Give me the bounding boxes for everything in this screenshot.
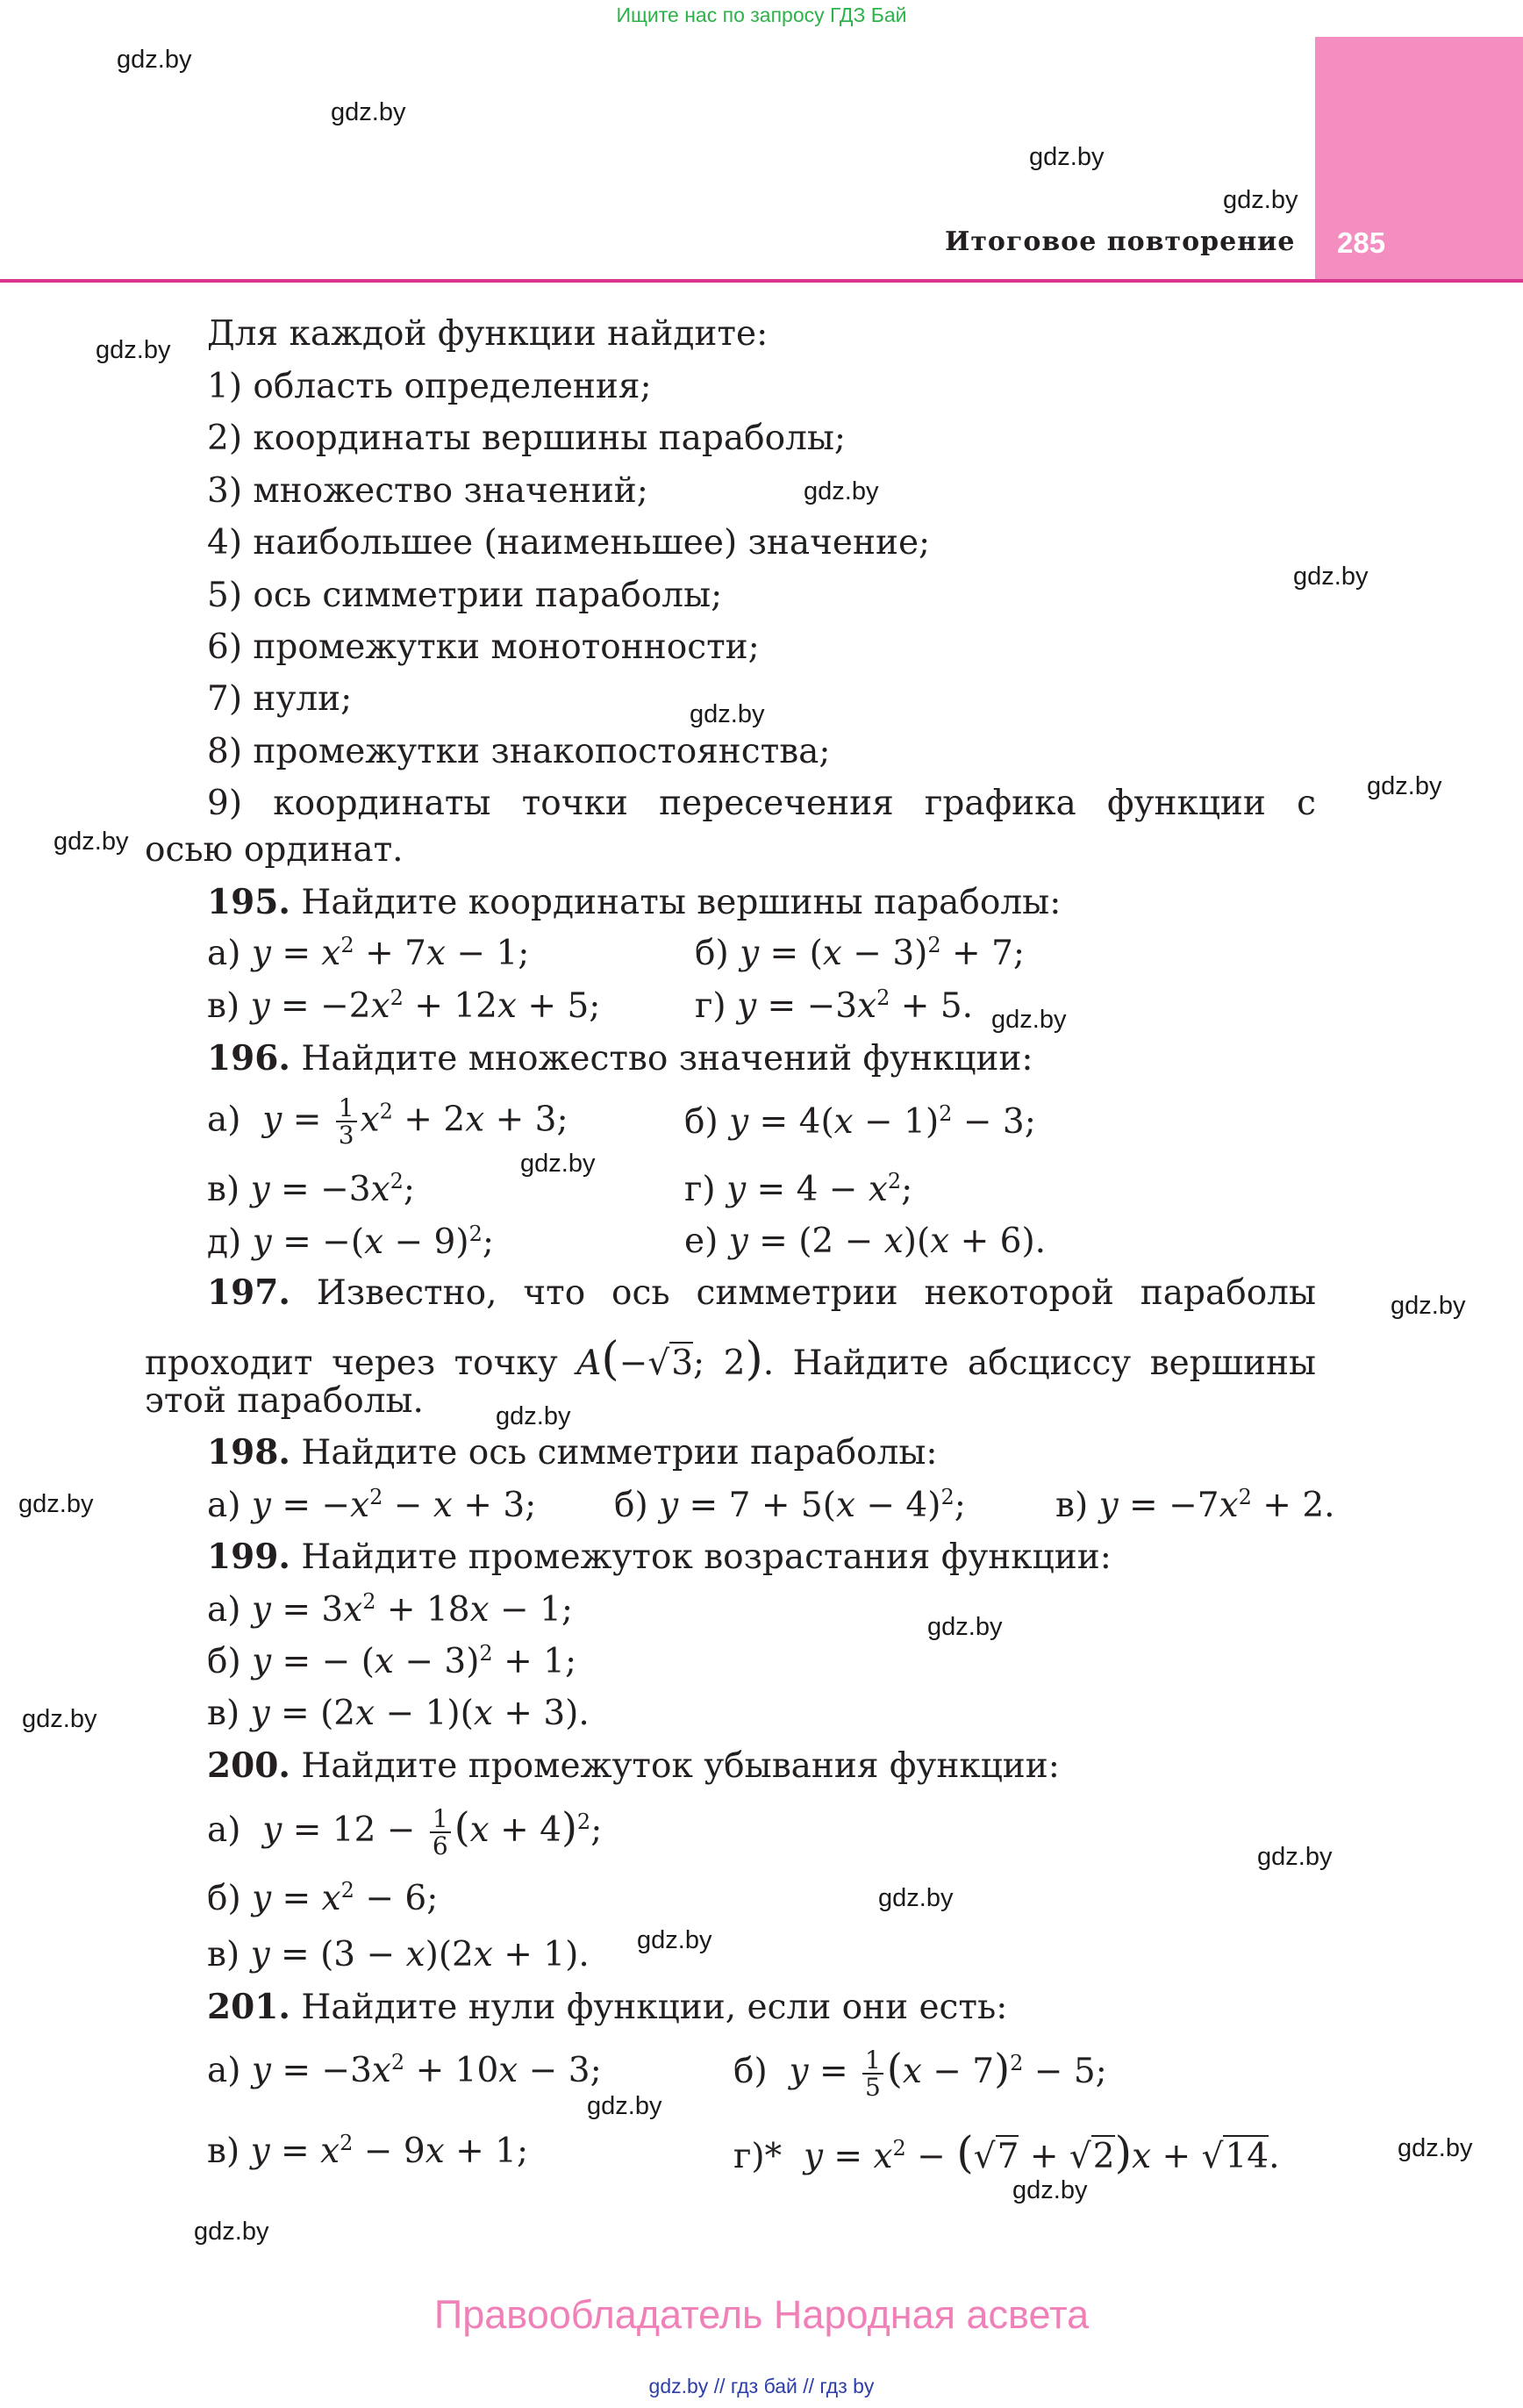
watermark: gdz.by [1367, 772, 1442, 800]
item-label: б) [614, 1486, 648, 1525]
problem-number: 199. [207, 1537, 290, 1577]
item-label: в) [207, 1694, 240, 1733]
problem-201-heading [207, 1987, 1007, 2027]
item-label: д) [207, 1222, 242, 1262]
section-title: Итоговое повторение [945, 226, 1296, 257]
item-label: б) [684, 1102, 719, 1142]
formula-201g: г)* $y = x^2 - (√7 + √2)x + √14$. [733, 2127, 1280, 2178]
formula-196e: е) y = (2 − x)(x + 6). [684, 1222, 1047, 1261]
problem-198-heading [207, 1432, 938, 1473]
formula-199a: а) $y = 3x^2 + 18x - 1$; [207, 1589, 574, 1630]
intro-item: 8) промежутки знакопостоянства; [207, 732, 831, 771]
watermark: gdz.by [1293, 563, 1369, 591]
watermark: gdz.by [54, 828, 129, 856]
problem-text: Найдите промежуток убывания функции: [301, 1746, 1060, 1786]
problem-197-line1 [207, 1272, 1316, 1313]
problem-text: Найдите абсциссу вершины [792, 1344, 1316, 1383]
formula-196v: в) $y = -3x^2$; [207, 1169, 416, 1209]
item-label: б) [733, 2052, 768, 2091]
item-label: а) [207, 1810, 241, 1850]
item-label: в) [207, 2132, 240, 2171]
problem-text: Найдите промежуток возрастания функции: [301, 1537, 1112, 1577]
item-label: г) [684, 1170, 716, 1209]
problem-text: Найдите координаты вершины параболы: [301, 883, 1062, 922]
intro-item: 7) нули; [207, 679, 353, 719]
problem-text: проходит через точку [145, 1344, 558, 1383]
problem-number: 200. [207, 1745, 290, 1786]
problem-number: 195. [207, 882, 290, 922]
formula-200a: а) y = 12 − $\frac{1}{6}$ $(x + 4)^2$; [207, 1803, 603, 1860]
page-number: 285 [1337, 226, 1386, 259]
formula-196a: а) y = $\frac{1}{3}$ $x^2 + 2x + 3$; [207, 1093, 568, 1150]
watermark: gdz.by [1398, 2134, 1473, 2162]
watermark: gdz.by [1029, 143, 1105, 171]
intro-item: 2) координаты вершины параболы; [207, 419, 847, 458]
item-label: б) [207, 1642, 241, 1681]
formula-198v: в) $y = -7x^2 + 2$. [1055, 1485, 1335, 1525]
watermark: gdz.by [331, 98, 406, 126]
watermark: gdz.by [1223, 186, 1298, 214]
watermark: gdz.by [1012, 2176, 1088, 2204]
intro-heading: Для каждой функции найдите: [207, 314, 769, 354]
formula-196d: д) $y = -(x - 9)^2$; [207, 1222, 494, 1262]
item-label: в) [207, 1935, 240, 1974]
intro-item: осью ординат. [145, 830, 404, 870]
watermark: gdz.by [804, 477, 879, 505]
item-label: а) [207, 934, 241, 973]
intro-item: 1) область определения; [207, 367, 652, 406]
watermark: gdz.by [18, 1490, 94, 1518]
watermark: gdz.by [520, 1150, 596, 1178]
formula-198b: б) $y = 7 + 5(x - 4)^2$; [614, 1485, 966, 1525]
problem-text: Найдите множество значений функции: [301, 1039, 1033, 1079]
problem-text: Найдите нули функции, если они есть: [301, 1988, 1008, 2027]
watermark: gdz.by [194, 2218, 269, 2246]
item-label: а) [207, 1100, 241, 1140]
intro-item: 4) наибольшее (наименьшее) значение; [207, 523, 931, 563]
watermark: gdz.by [96, 336, 171, 364]
item-label: г) [695, 986, 726, 1026]
intro-item: 6) промежутки монотонности; [207, 627, 760, 667]
formula-200v: в) y = (3 − x)(2x + 1). [207, 1935, 590, 1974]
problem-197-line2: проходит через точку A(−√3; 2). Найдите абсциссу вершины [145, 1333, 1316, 1386]
formula-196b: б) $y = 4(x - 1)^2 - 3$; [684, 1101, 1036, 1142]
item-label: в) [207, 986, 240, 1026]
problem-number: 201. [207, 1987, 290, 2027]
item-label: б) [695, 934, 729, 973]
formula-201b: б) y = $\frac{1}{5}$ $(x - 7)^2 - 5$; [733, 2045, 1107, 2102]
watermark: gdz.by [991, 1006, 1067, 1034]
watermark: gdz.by [690, 700, 765, 728]
fraction: $\frac{1}{3}$ [336, 1095, 357, 1149]
intro-item: 9) координаты точки пересечения графика функции с [207, 784, 1316, 823]
item-label: а) [207, 2051, 241, 2090]
formula-199v: в) y = (2x − 1)(x + 3). [207, 1694, 590, 1733]
formula-198a: а) $y = -x^2 - x + 3$; [207, 1485, 537, 1525]
watermark: gdz.by [637, 1926, 712, 1954]
item-label: г)* [733, 2137, 783, 2176]
watermark: gdz.by [496, 1402, 571, 1430]
formula-200b: б) $y = x^2 - 6$; [207, 1878, 439, 1918]
header-rule [0, 279, 1523, 283]
problem-197-line3: этой параболы. [145, 1381, 424, 1421]
problem-200-heading [207, 1745, 1060, 1786]
problem-199-heading [207, 1537, 1112, 1577]
top-note: Ищите нас по запросу ГДЗ Бай [616, 4, 907, 26]
item-label: а) [207, 1590, 241, 1630]
formula-195b: б) $y = (x - 3)^2 + 7$; [695, 933, 1026, 973]
watermark: gdz.by [878, 1884, 954, 1912]
watermark: gdz.by [587, 2092, 662, 2120]
copyright-notice: Правообладатель Народная асвета [433, 2292, 1090, 2337]
watermark: gdz.by [117, 46, 192, 74]
watermark: gdz.by [1257, 1843, 1333, 1871]
formula-195g: г) $y = -3x^2 + 5$. [695, 985, 974, 1026]
item-label: е) [684, 1222, 719, 1261]
problem-number: 198. [207, 1432, 290, 1473]
watermark: gdz.by [22, 1705, 97, 1733]
item-label: в) [207, 1170, 240, 1209]
intro-item: 3) множество значений; [207, 471, 648, 511]
watermark: gdz.by [927, 1613, 1003, 1641]
formula-201v: в) $y = x^2 - 9x + 1$; [207, 2131, 529, 2171]
problem-text: Известно, что ось симметрии некоторой параболы [316, 1273, 1316, 1313]
problem-number: 197. [207, 1272, 290, 1313]
formula-201a: а) $y = -3x^2 + 10x - 3$; [207, 2050, 602, 2090]
formula-195a: а) $y = x^2 + 7x - 1$; [207, 933, 530, 973]
formula-196g: г) $y = 4 - x^2$; [684, 1169, 913, 1209]
formula-195v: в) $y = -2x^2 + 12x + 5$; [207, 985, 601, 1026]
item-label: в) [1055, 1486, 1089, 1525]
fraction: $\frac{1}{5}$ [862, 2047, 883, 2101]
fraction: $\frac{1}{6}$ [430, 1806, 451, 1860]
item-label: а) [207, 1486, 241, 1525]
problem-196-heading [207, 1038, 1033, 1079]
problem-text: Найдите ось симметрии параболы: [301, 1433, 938, 1473]
problem-number: 196. [207, 1038, 290, 1079]
item-label: б) [207, 1879, 241, 1918]
watermark: gdz.by [1391, 1292, 1466, 1320]
formula-199b: б) y = − $(x - 3)^2 + 1$; [207, 1641, 577, 1681]
bottom-links[interactable]: gdz.by // гдз бай // гдз by [648, 2375, 875, 2397]
problem-195-heading [207, 882, 1061, 922]
intro-item: 5) ось симметрии параболы; [207, 576, 723, 615]
